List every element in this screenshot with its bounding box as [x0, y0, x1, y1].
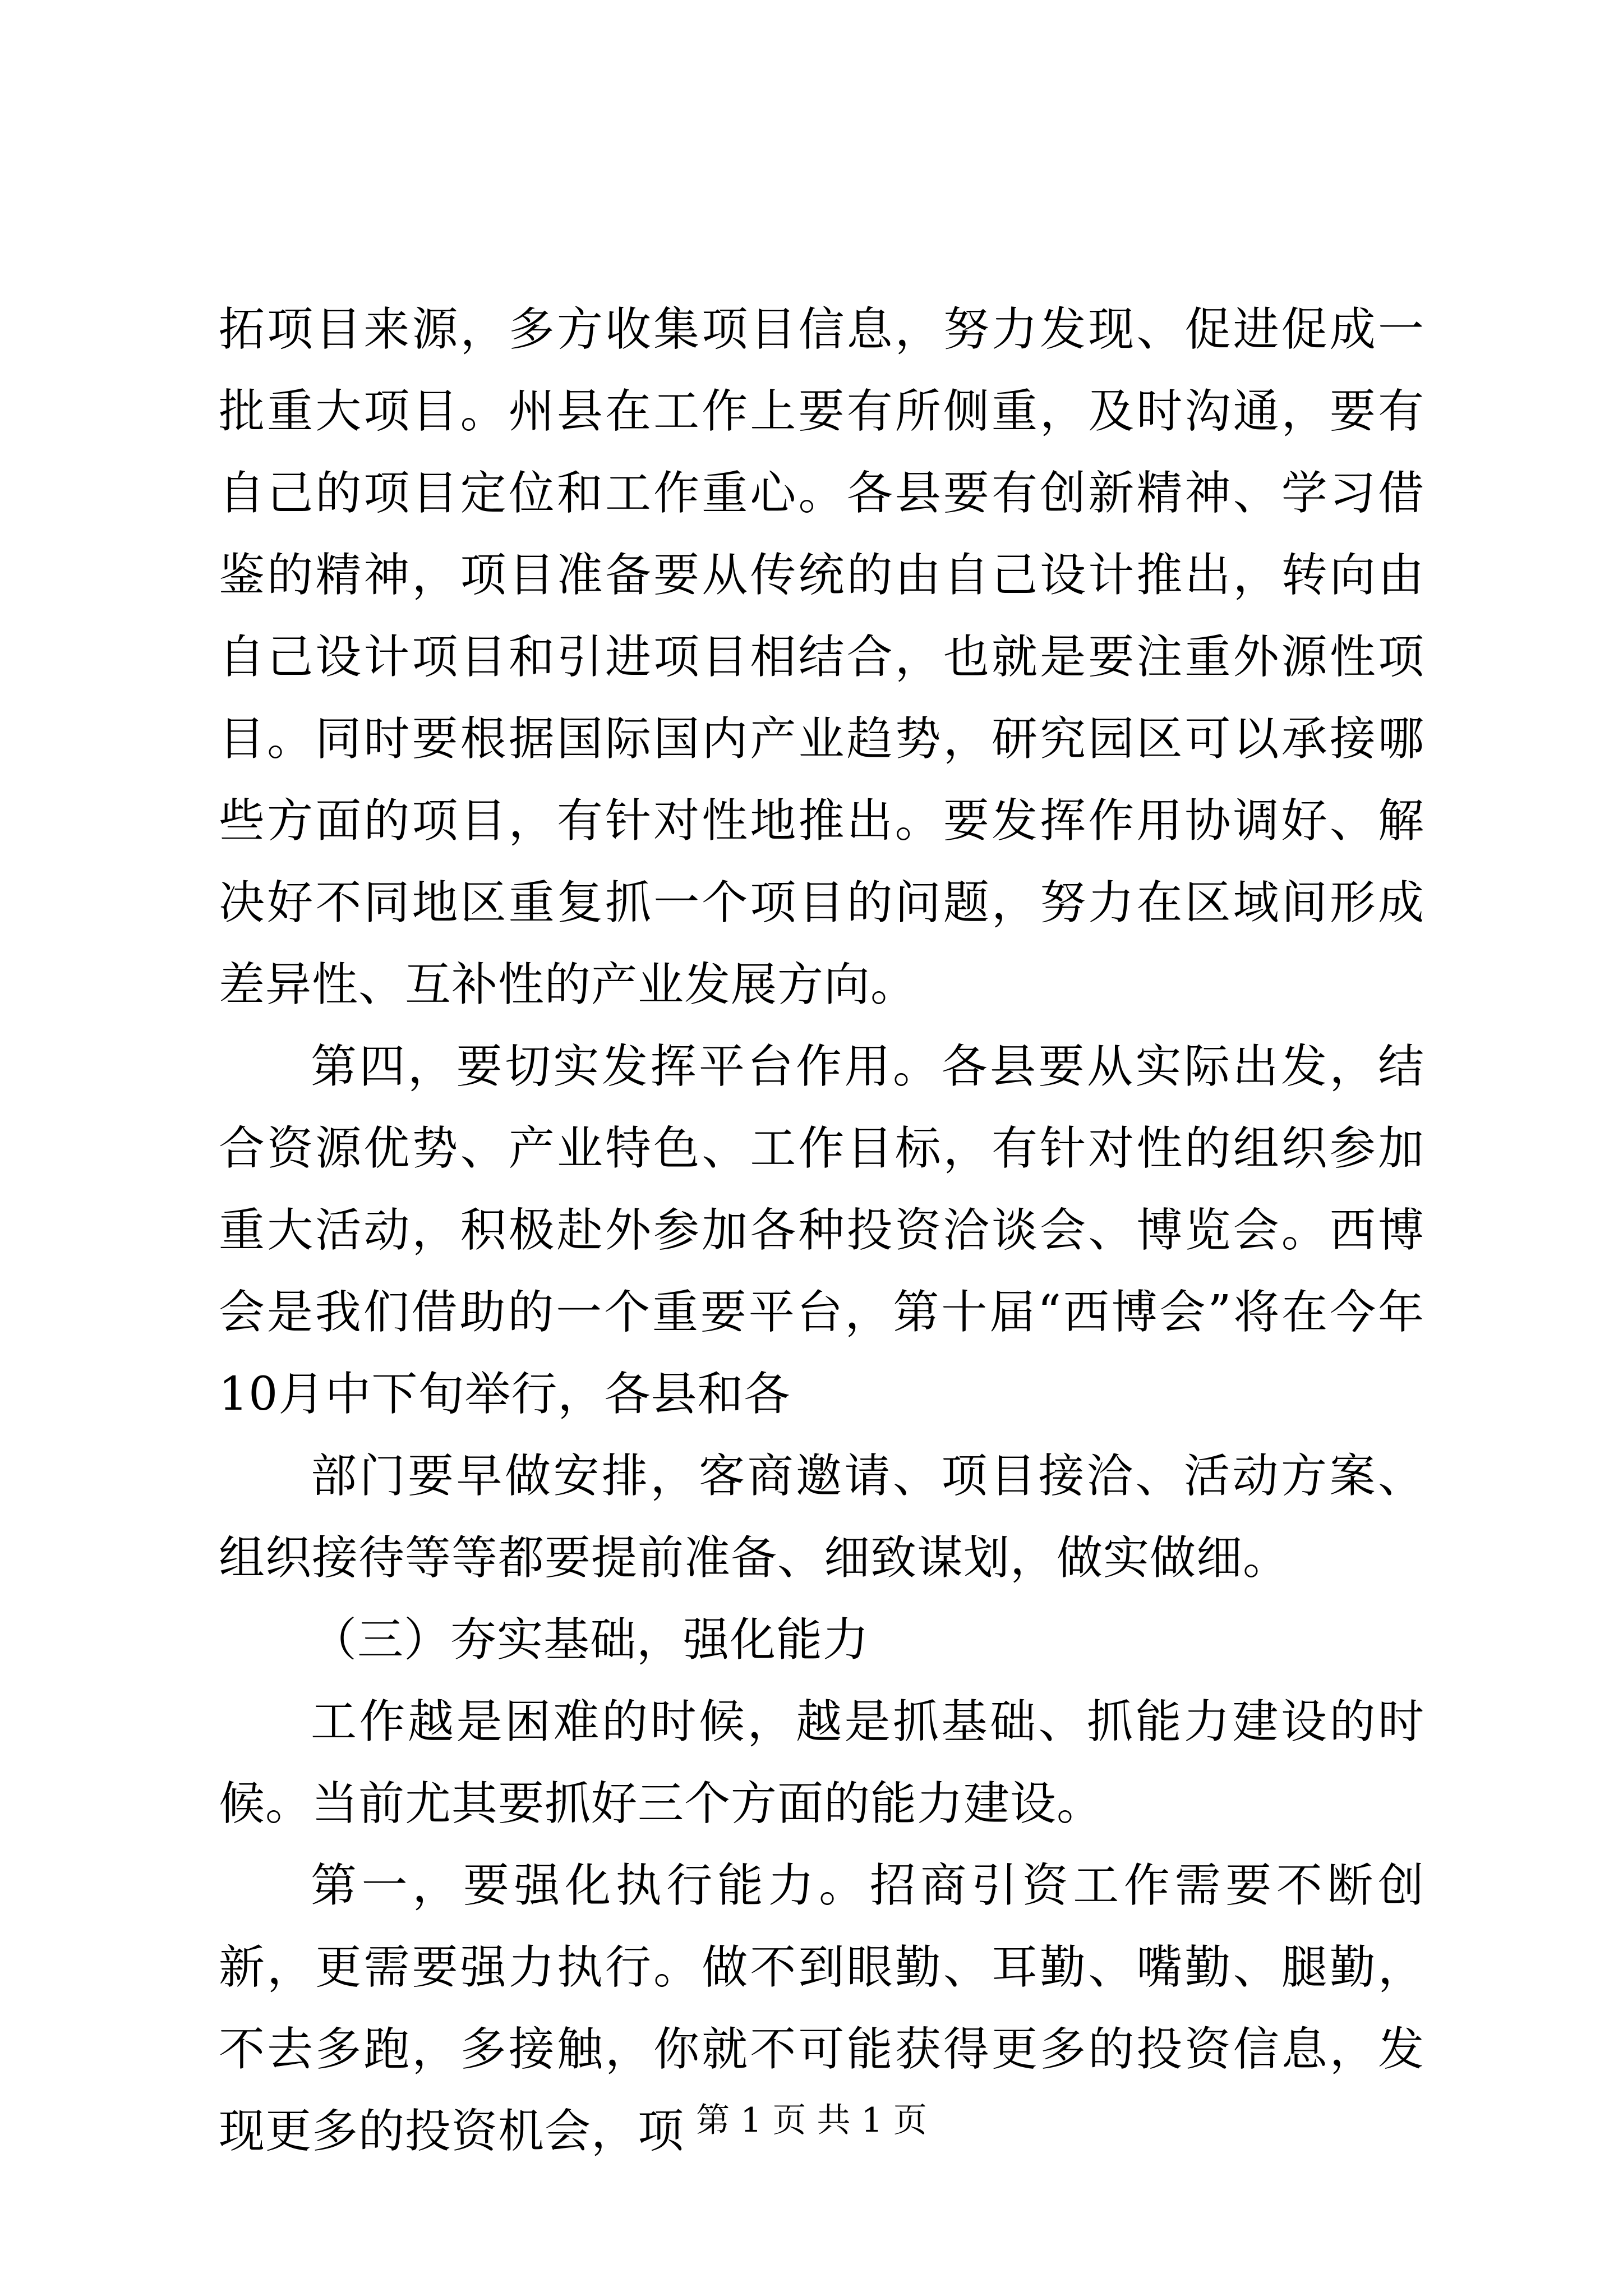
document-body: [219, 289, 1424, 2173]
page-footer: 第 1 页 共 1 页: [696, 2101, 927, 2140]
paragraph-3: 部门要早做安排，客商邀请、项目接洽、活动方案、组织接待等等都要提前准备、细致谋划，做实做细。: [219, 1450, 1424, 1585]
paragraph-2: 第四，要切实发挥平台作用。各县要从实际出发，结合资源优势、产业特色、工作目标，有针对性的组织参加重大活动，积极赴外参加各种投资洽谈会、博览会。西博会是我们借助的一个重要平台，第十届“西博会”将在今年10月中下旬举行，各县和各: [219, 1040, 1424, 1421]
section-heading: （三）夯实基础，强化能力: [311, 1613, 870, 1667]
paragraph-5: 工作越是困难的时候，越是抓基础、抓能力建设的时候。当前尤其要抓好三个方面的能力建设。: [219, 1695, 1424, 1830]
paragraph-6: 第一，要强化执行能力。招商引资工作需要不断创新，更需要强力执行。做不到眼勤、耳勤、嘴勤、腿勤，不去多跑，多接触，你就不可能获得更多的投资信息，发现更多的投资机会，项: [219, 1859, 1424, 2158]
paragraph-1: 拓项目来源，多方收集项目信息，努力发现、促进促成一批重大项目。州县在工作上要有所侧重，及时沟通，要有自己的项目定位和工作重心。各县要有创新精神、学习借鉴的精神，项目准备要从传统的由自己设计推出，转向由自己设计项目和引进项目相结合，也就是要注重外源性项目。同时要根据国际国内产业趋势，研究园区可以承接哪些方面的项目，有针对性地推出。要发挥作用协调好、解决好不同地区重复抓一个项目的问题，努力在区域间形成差异性、互补性的产业发展方向。: [219, 303, 1424, 1011]
